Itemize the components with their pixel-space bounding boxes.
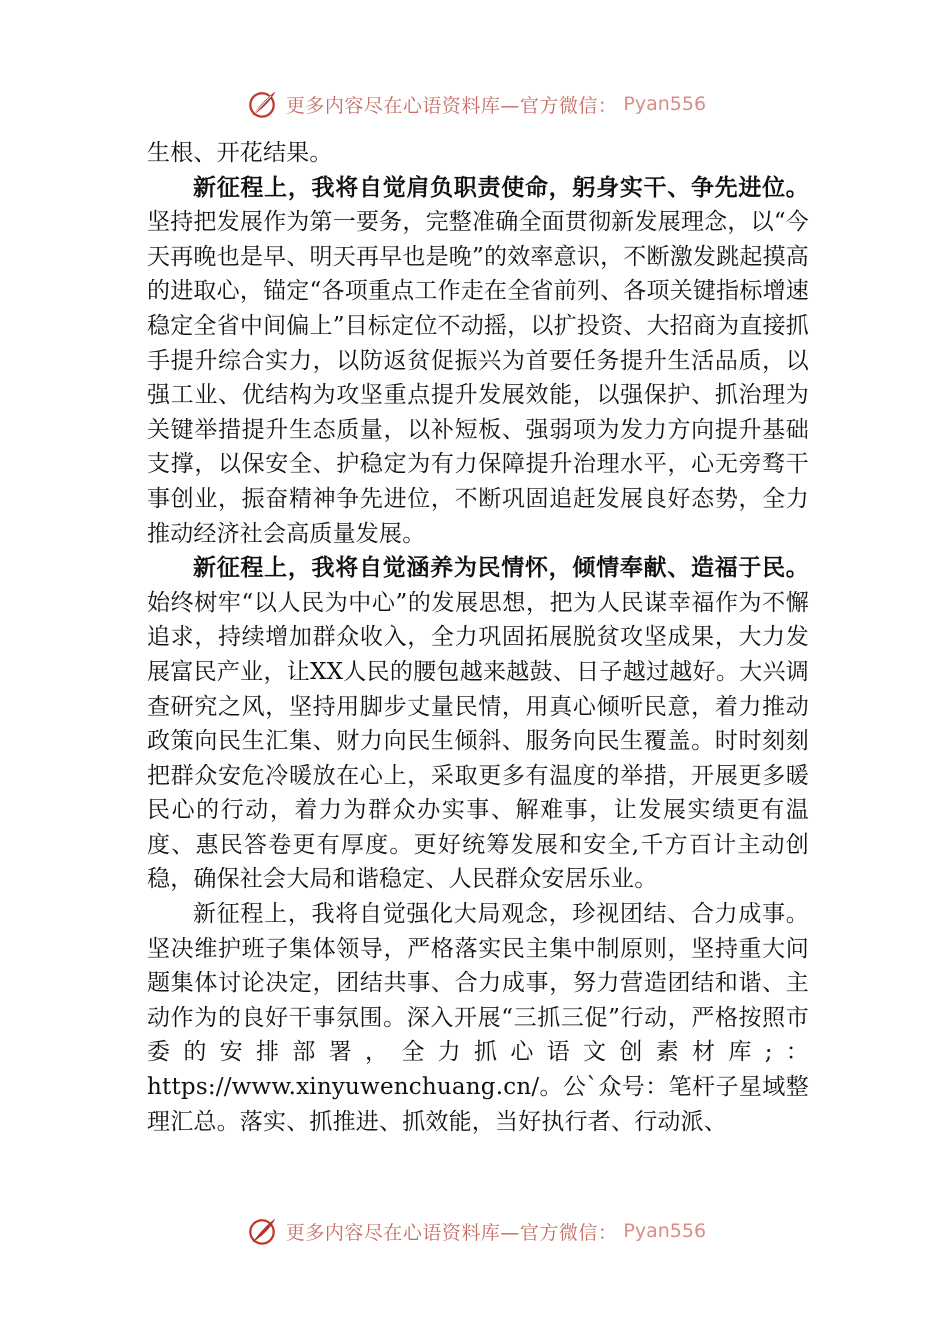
banner-wechat-id: Pyan556 <box>623 93 707 115</box>
footer-watermark-banner <box>244 1213 706 1245</box>
paragraph-2 <box>147 171 809 552</box>
paragraph-4 <box>147 897 809 1139</box>
paragraph-1 <box>147 136 809 171</box>
paragraph-3-lead: 新征程上，我将自觉涵养为民情怀，倾情奉献、造福于民。 <box>193 554 809 582</box>
paragraph-1-text: 生根、开花结果。 <box>147 140 333 166</box>
footer-banner-wechat-id: Pyan556 <box>623 1220 707 1242</box>
page-footer <box>0 1205 950 1245</box>
banner-text: 更多内容尽在心语资料库—官方微信： <box>285 94 618 117</box>
paragraph-3 <box>147 551 809 897</box>
document-body <box>147 136 809 1139</box>
paragraph-2-text: 坚持把发展作为第一要务，完整准确全面贯彻新发展理念，以“今天再晚也是早、明天再早也是晚”的效率意识，不断激发跳起摸高的进取心，锚定“各项重点工作走在全省前列、各项关键指标增速稳定全省中间偏上”目标定位不动摇，以扩投资、大招商为直接抓手提升综合实力，以防返贫促振兴为首要任务提升生活品质，以强工业、优结构为攻坚重点提升发展效能，以强保护、抓治理为关键举措提升生态质量，以补短板、强弱项为发力方向提升基础支撑，以保安全、护稳定为有力保障提升治理水平，心无旁骛干事创业，振奋精神争先进位，不断巩固追赶发展良好态势，全力推动经济社会高质量发展。 <box>147 209 809 547</box>
feather-logo-icon <box>244 86 280 122</box>
page-header <box>0 84 950 124</box>
watermark-banner <box>244 86 706 122</box>
paragraph-2-lead: 新征程上，我将自觉肩负职责使命，躬身实干、争先进位。 <box>193 173 809 201</box>
footer-feather-logo-icon <box>244 1213 280 1245</box>
footer-banner-text: 更多内容尽在心语资料库—官方微信： <box>285 1221 618 1244</box>
paragraph-3-text: 始终树牢“以人民为中心”的发展思想，把为人民谋幸福作为不懈追求，持续增加群众收入，全力巩固拓展脱贫攻坚成果，大力发展富民产业，让XX人民的腰包越来越鼓、日子越过越好。大兴调查研究之风，坚持用脚步丈量民情，用真心倾听民意，着力推动政策向民生汇集、财力向民生倾斜、服务向民生覆盖。时时刻刻把群众安危冷暖放在心上，采取更多有温度的举措，开展更多暖民心的行动，着力为群众办实事、解难事，让发展实绩更有温度、惠民答卷更有厚度。更好统筹发展和安全,千方百计主动创稳，确保社会大局和谐稳定、人民群众安居乐业。 <box>147 589 809 893</box>
paragraph-4-text: 新征程上，我将自觉强化大局观念，珍视团结、合力成事。坚决维护班子集体领导，严格落实民主集中制原则，坚持重大问题集体讨论决定，团结共事、合力成事，努力营造团结和谐、主动作为的良好干事氛围。深入开展“三抓三促”行动，严格按照市委的安排部署，全力抓心语文创素材库;：https://www.xinyuwenchuang.cn/。公`众号：笔杆子星域整理汇总。落实、抓推进、抓效能，当好执行者、行动派、 <box>147 901 809 1135</box>
